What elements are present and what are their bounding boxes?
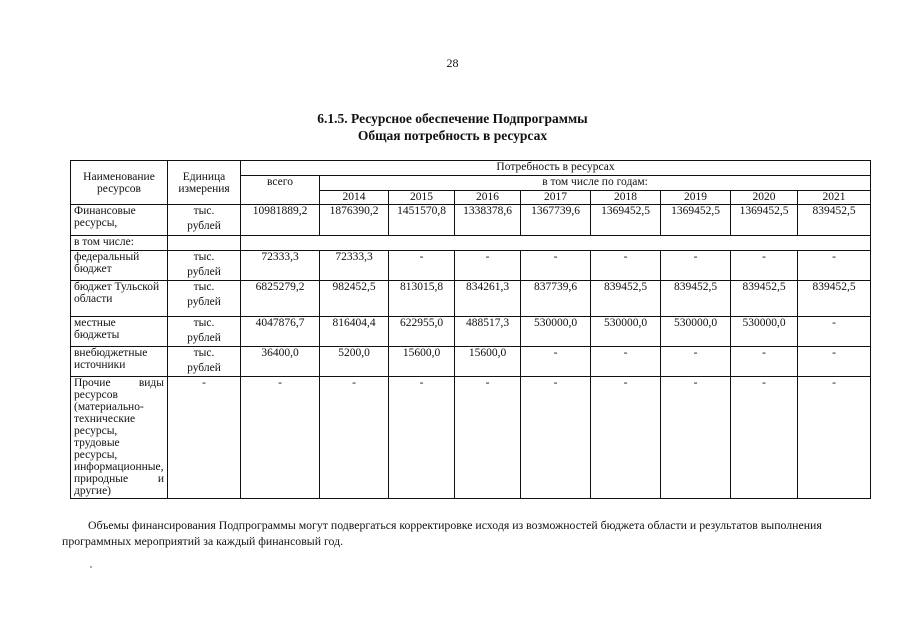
unit-cell [168, 281, 241, 317]
year-value-cell: 1451570,8 [389, 205, 455, 236]
year-value-cell: - [591, 251, 661, 281]
header-by-years: в том числе по годам: [320, 176, 871, 191]
total-cell: 10981889,2 [241, 205, 320, 236]
year-value-cell: 530000,0 [521, 317, 591, 347]
year-value-cell: 813015,8 [389, 281, 455, 317]
resource-name-cell: в том числе: [71, 236, 168, 251]
header-total: всего [241, 176, 320, 205]
year-value-cell: - [320, 377, 389, 499]
unit-line1: тыс. [193, 347, 215, 359]
total-cell: 72333,3 [241, 251, 320, 281]
total-cell: 36400,0 [241, 347, 320, 377]
table-row [71, 317, 871, 347]
year-value-cell: 530000,0 [661, 317, 731, 347]
resource-name-cell: Финансовые ресурсы, [71, 205, 168, 236]
unit-cell [168, 205, 241, 236]
total-cell: 4047876,7 [241, 317, 320, 347]
table-row [71, 251, 871, 281]
year-value-cell: - [731, 347, 798, 377]
year-value-cell: 839452,5 [661, 281, 731, 317]
resource-name-cell: внебюджетные источники [71, 347, 168, 377]
year-cell: 2019 [661, 191, 731, 205]
total-cell: 6825279,2 [241, 281, 320, 317]
header-need: Потребность в ресурсах [241, 161, 871, 176]
header-unit: Единица измерения [168, 161, 241, 205]
empty-cell [241, 236, 871, 251]
footnote-text: Объемы финансирования Подпрограммы могут подвергаться корректировке исходя из возможностей бюджета области и результатов выполнения программных мероприятий за каждый финансовый год. [62, 518, 822, 548]
year-value-cell: - [731, 251, 798, 281]
resources-table [70, 160, 871, 499]
year-value-cell: - [389, 377, 455, 499]
unit-line2: рублей [187, 220, 221, 232]
year-value-cell: 1369452,5 [731, 205, 798, 236]
table-row [71, 281, 871, 317]
total-cell: - [241, 377, 320, 499]
table-row [71, 205, 871, 236]
year-cell: 2021 [798, 191, 871, 205]
year-value-cell: - [798, 377, 871, 499]
unit-line2: рублей [187, 266, 221, 278]
year-value-cell: - [661, 377, 731, 499]
page-number: 28 [446, 56, 459, 70]
year-value-cell: 1338378,6 [455, 205, 521, 236]
unit-cell [168, 251, 241, 281]
year-value-cell: - [521, 377, 591, 499]
unit-cell [168, 347, 241, 377]
year-value-cell: - [798, 347, 871, 377]
unit-line1: тыс. [193, 251, 215, 263]
year-cell: 2020 [731, 191, 798, 205]
year-cell: 2014 [320, 191, 389, 205]
scan-speck [90, 566, 92, 568]
unit-line1: тыс. [193, 205, 215, 217]
year-value-cell: - [591, 377, 661, 499]
year-value-cell: - [521, 251, 591, 281]
resource-name-cell: Прочие виды ресурсов (материально-технические ресурсы, трудовые ресурсы, информационные, природные и другие) [71, 377, 168, 499]
year-value-cell: 72333,3 [320, 251, 389, 281]
unit-line1: тыс. [193, 281, 215, 293]
resource-name-cell: бюджет Тульской области [71, 281, 168, 317]
year-value-cell: - [661, 347, 731, 377]
year-value-cell: 5200,0 [320, 347, 389, 377]
unit-cell [168, 377, 241, 499]
year-value-cell: - [731, 377, 798, 499]
year-value-cell: - [455, 377, 521, 499]
resource-name-cell: федеральный бюджет [71, 251, 168, 281]
unit-cell [168, 317, 241, 347]
year-value-cell: - [591, 347, 661, 377]
year-value-cell: 839452,5 [591, 281, 661, 317]
year-value-cell: 837739,6 [521, 281, 591, 317]
year-cell: 2015 [389, 191, 455, 205]
table-row [71, 377, 871, 499]
section-title-line2: Общая потребность в ресурсах [357, 128, 548, 143]
year-value-cell: 1369452,5 [591, 205, 661, 236]
unit-line2: рублей [187, 296, 221, 308]
year-value-cell: 1369452,5 [661, 205, 731, 236]
resource-name-cell: местные бюджеты [71, 317, 168, 347]
year-value-cell: - [798, 317, 871, 347]
unit-line2: рублей [187, 332, 221, 344]
year-value-cell: 839452,5 [798, 281, 871, 317]
unit-line1: - [202, 377, 206, 389]
year-value-cell: 1876390,2 [320, 205, 389, 236]
year-value-cell: 839452,5 [798, 205, 871, 236]
year-cell: 2018 [591, 191, 661, 205]
year-value-cell: 1367739,6 [521, 205, 591, 236]
unit-line2: рублей [187, 362, 221, 374]
empty-cell [168, 236, 241, 251]
section-title-line1: 6.1.5. Ресурсное обеспечение Подпрограммы [317, 111, 588, 126]
unit-line1: тыс. [193, 317, 215, 329]
year-cell: 2016 [455, 191, 521, 205]
year-value-cell: 982452,5 [320, 281, 389, 317]
year-value-cell: 530000,0 [731, 317, 798, 347]
year-value-cell: - [661, 251, 731, 281]
year-value-cell: 839452,5 [731, 281, 798, 317]
year-value-cell: 816404,4 [320, 317, 389, 347]
year-value-cell: - [521, 347, 591, 377]
year-value-cell: - [798, 251, 871, 281]
table-row [71, 236, 871, 251]
year-value-cell: 15600,0 [389, 347, 455, 377]
year-value-cell: 530000,0 [591, 317, 661, 347]
year-value-cell: 834261,3 [455, 281, 521, 317]
year-value-cell: 622955,0 [389, 317, 455, 347]
section-title [0, 110, 905, 144]
year-value-cell: - [455, 251, 521, 281]
year-value-cell: - [389, 251, 455, 281]
year-value-cell: 15600,0 [455, 347, 521, 377]
year-value-cell: 488517,3 [455, 317, 521, 347]
year-cell: 2017 [521, 191, 591, 205]
header-name: Наименование ресурсов [71, 161, 168, 205]
table-row [71, 347, 871, 377]
